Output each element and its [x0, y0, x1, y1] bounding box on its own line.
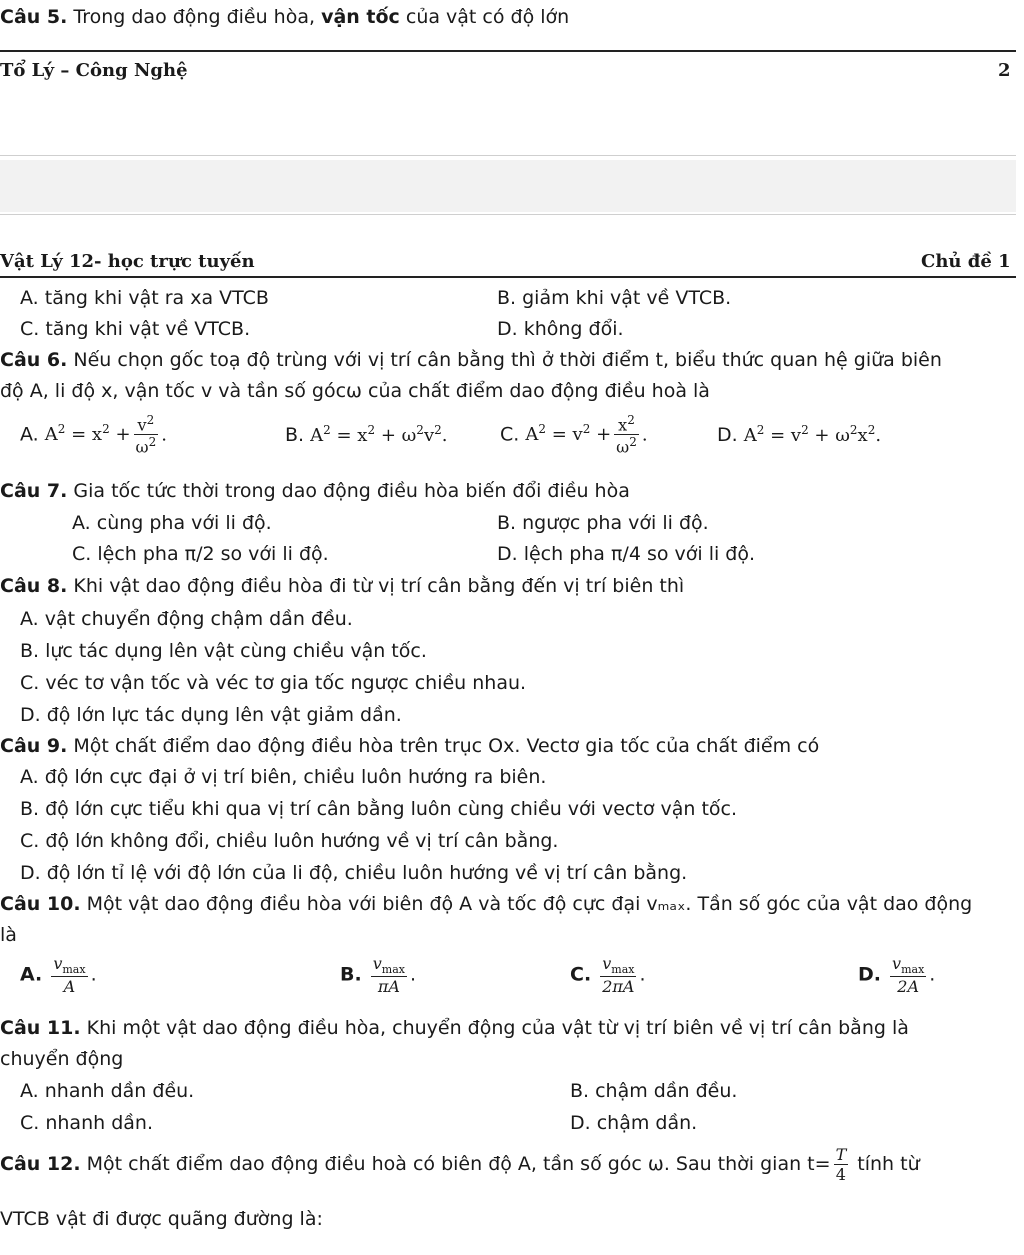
- q10-a-den: A: [63, 977, 76, 997]
- q6-line1: Nếu chọn gốc toạ độ trùng với vị trí cân bằng thì ở thời điểm t, biểu thức quan hệ giữa biên: [67, 349, 942, 371]
- q12-frac-num: T: [835, 1145, 847, 1164]
- q11-stem: [0, 1017, 909, 1039]
- q5-bold: vận tốc: [321, 6, 400, 28]
- q11-option-b: B. chậm dần đều.: [570, 1080, 738, 1102]
- q11-label: Câu 11.: [0, 1017, 81, 1039]
- q7-option-a: A. cùng pha với li độ.: [72, 512, 272, 534]
- q12-stem: [0, 1145, 920, 1184]
- q5-option-a: A. tăng khi vật ra xa VTCB: [20, 287, 269, 309]
- course-title: Vật Lý 12- học trực tuyến: [0, 251, 255, 272]
- q10-line2: là: [0, 924, 17, 946]
- q8-option-a: A. vật chuyển động chậm dần đều.: [20, 608, 353, 630]
- q11-option-d: D. chậm dần.: [570, 1112, 698, 1134]
- q7-option-b: B. ngược pha với li độ.: [497, 512, 709, 534]
- q10-line1: Một vật dao động điều hòa với biên độ A và tốc độ cực đại vₘₐₓ. Tần số góc của vật dao động: [80, 893, 973, 915]
- q11-line1: Khi một vật dao động điều hòa, chuyển động của vật từ vị trí biên về vị trí cân bằng là: [80, 1017, 909, 1039]
- divider: [0, 214, 1016, 215]
- q11-option-a: A. nhanh dần đều.: [20, 1080, 195, 1102]
- q12-text2: tính từ: [851, 1153, 920, 1175]
- q10-stem: [0, 893, 972, 915]
- q9-option-b: B. độ lớn cực tiểu khi qua vị trí cân bằng luôn cùng chiều với vectơ vận tốc.: [20, 798, 738, 820]
- q8-text: Khi vật dao động điều hòa đi từ vị trí cân bằng đến vị trí biên thì: [67, 575, 685, 597]
- q6-option-b: B. $A^2 = x^2 + \omega^2v^2$.: [285, 423, 448, 446]
- q6-d-label: D.: [717, 424, 738, 446]
- q9-text: Một chất điểm dao động điều hòa trên trục Ox. Vectơ gia tốc của chất điểm có: [67, 735, 820, 757]
- q9-stem: [0, 735, 819, 757]
- q5-rest: của vật có độ lớn: [399, 6, 570, 28]
- q12-label: Câu 12.: [0, 1153, 81, 1175]
- q9-option-a: A. độ lớn cực đại ở vị trí biên, chiều luôn hướng ra biên.: [20, 766, 547, 788]
- q10-b-label: B.: [340, 963, 362, 986]
- q6-c-label: C.: [500, 423, 520, 446]
- q10-c-den: 2πA: [602, 977, 635, 997]
- page-gap: [0, 160, 1016, 212]
- q7-option-c: C. lệch pha π/2 so với li độ.: [72, 543, 329, 565]
- divider: [0, 155, 1016, 156]
- q10-d-den: 2A: [897, 977, 920, 997]
- q8-option-b: B. lực tác dụng lên vật cùng chiều vận tốc.: [20, 640, 427, 662]
- q12-text1: Một chất điểm dao động điều hoà có biên độ A, tần số góc ω. Sau thời gian t=: [80, 1153, 831, 1175]
- header-rule-top: [0, 50, 1016, 52]
- q8-option-d: D. độ lớn lực tác dụng lên vật giảm dần.: [20, 704, 402, 726]
- page-number: 2: [998, 60, 1011, 81]
- q6-b-label: B.: [285, 424, 305, 446]
- q10-option-b: B. $\frac{v_{max}}{\pi A}$ .: [340, 954, 417, 997]
- q12-line2: VTCB vật đi được quãng đường là:: [0, 1208, 323, 1230]
- q5-option-b: B. giảm khi vật về VTCB.: [497, 287, 732, 309]
- q8-stem: [0, 575, 684, 597]
- q10-d-label: D.: [858, 963, 881, 986]
- q7-label: Câu 7.: [0, 480, 68, 502]
- department-title: Tổ Lý – Công Nghệ: [0, 60, 188, 81]
- q7-option-d: D. lệch pha π/4 so với li độ.: [497, 543, 756, 565]
- q8-option-c: C. véc tơ vận tốc và véc tơ gia tốc ngược chiều nhau.: [20, 672, 527, 694]
- q6-line2: độ A, li độ x, vận tốc v và tần số gócω của chất điểm dao động điều hoà là: [0, 380, 710, 402]
- q10-option-a: A. $\frac{v_{max}}{A}$ .: [20, 954, 97, 997]
- q11-option-c: C. nhanh dần.: [20, 1112, 153, 1134]
- q11-line2: chuyển động: [0, 1048, 124, 1070]
- topic-title: Chủ đề 1: [921, 251, 1011, 272]
- q5-stem: [0, 6, 569, 28]
- q10-c-label: C.: [570, 963, 592, 986]
- q10-a-label: A.: [20, 963, 43, 986]
- q8-label: Câu 8.: [0, 575, 68, 597]
- q7-text: Gia tốc tức thời trong dao động điều hòa biến đổi điều hòa: [67, 480, 630, 502]
- q5-label: Câu 5.: [0, 6, 68, 28]
- q7-stem: [0, 480, 630, 502]
- q6-option-d: D. $A^2 = v^2 + \omega^2x^2$.: [717, 423, 882, 446]
- q5-option-c: C. tăng khi vật về VTCB.: [20, 318, 251, 340]
- q10-label: Câu 10.: [0, 893, 81, 915]
- q6-option-a: A. $A^2 = x^2$ + $\frac{v^2}{\omega^2}$ .: [20, 413, 167, 457]
- q9-option-c: C. độ lớn không đổi, chiều luôn hướng về vị trí cân bằng.: [20, 830, 559, 852]
- q10-option-c: C. $\frac{v_{max}}{2\pi A}$ .: [570, 954, 646, 997]
- header-rule: [0, 276, 1016, 278]
- q5-text: Trong dao động điều hòa,: [67, 6, 322, 28]
- q9-label: Câu 9.: [0, 735, 68, 757]
- q10-option-d: D. $\frac{v_{max}}{2A}$ .: [858, 954, 936, 997]
- q6-label: Câu 6.: [0, 349, 68, 371]
- q12-frac-den: 4: [835, 1165, 846, 1184]
- q6-option-c: C. $A^2 = v^2$ + $\frac{x^2}{\omega^2}$ .: [500, 413, 648, 457]
- q6-stem: [0, 349, 942, 371]
- q9-option-d: D. độ lớn tỉ lệ với độ lớn của li độ, chiều luôn hướng về vị trí cân bằng.: [20, 862, 688, 884]
- q10-b-den: πA: [377, 977, 400, 997]
- q5-option-d: D. không đổi.: [497, 318, 624, 340]
- q6-a-label: A.: [20, 423, 39, 446]
